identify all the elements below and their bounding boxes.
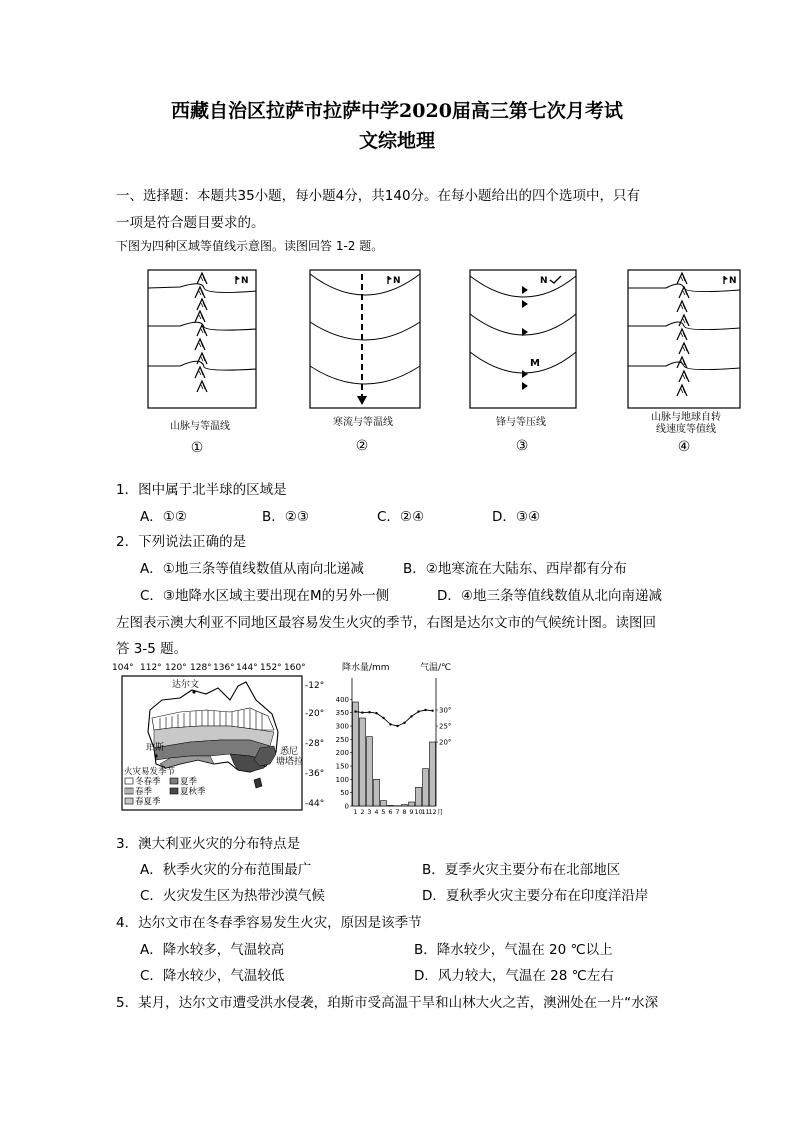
x-tick-label: 12 [428, 808, 437, 816]
svg-text:-44°: -44° [305, 799, 325, 809]
y-left-tick-label: 300 [335, 722, 349, 731]
panel-1-caption: 山脉与等温线 [170, 421, 230, 432]
svg-text:136°: 136° [213, 663, 235, 673]
q1-option-d[interactable]: D．③④ [492, 509, 541, 525]
panel-2-caption: 寒流与等温线 [333, 417, 393, 428]
y-left-tick-label: 350 [335, 709, 349, 718]
legend-title: 火灾易发季节 [124, 767, 176, 777]
y-left-tick-label: 150 [335, 762, 349, 771]
precip-bar [388, 805, 394, 806]
mountain-icons-4 [677, 273, 689, 396]
y-left-tick-label: 100 [335, 775, 349, 784]
temperature-point [403, 722, 405, 724]
current-arrow-icon [357, 396, 367, 405]
city-darwin: 达尔文 [172, 680, 200, 690]
svg-text:104°: 104° [112, 663, 134, 673]
q2-option-d[interactable]: D．④地三条等值线数值从北向南递减 [437, 588, 662, 604]
svg-text:-28°: -28° [305, 739, 325, 749]
precip-bar [367, 737, 373, 806]
x-tick-label: 4 [374, 808, 379, 816]
precip-bar [430, 742, 436, 806]
temperature-line [356, 710, 433, 726]
q4-stem: 4．达尔文市在冬春季容易发生火灾，原因是该季节 [116, 915, 422, 931]
temperature-point [410, 715, 412, 717]
svg-text:N: N [241, 276, 249, 286]
panel-2-cold-current-isotherm [310, 270, 420, 408]
q2-option-c[interactable]: C．③地降水区域主要出现在M的另外一侧 [140, 588, 390, 604]
svg-text:-12°: -12° [305, 681, 325, 691]
svg-text:冬春季: 冬春季 [135, 777, 161, 787]
x-tick-label: 3 [367, 808, 372, 816]
instruction-line-2: 一项是符合题目要求的。 [116, 215, 265, 231]
q2-option-b[interactable]: B．②地寒流在大陆东、西岸都有分布 [403, 561, 627, 577]
temperature-point [396, 725, 398, 727]
y-left-tick-label: 50 [340, 789, 349, 798]
temperature-point [424, 709, 426, 711]
panel-4-caption: 山脉与地球自转 线速度等值线 [651, 412, 721, 435]
svg-text:N: N [729, 276, 737, 286]
q1-option-a[interactable]: A．①② [140, 509, 187, 525]
temperature-point [389, 723, 391, 725]
instruction-line-1: 一、选择题：本题共35小题，每小题4分，共140分。在每小题给出的四个选项中，只有 [116, 188, 641, 204]
y-right-tick-label: 25° [439, 722, 452, 731]
q3-stem: 3．澳大利亚火灾的分布特点是 [116, 836, 301, 852]
darwin-dot-icon [192, 690, 195, 693]
panel-1-number: ① [190, 440, 204, 456]
x-tick-label: 2 [360, 808, 365, 816]
q4-option-a[interactable]: A．降水较多，气温较高 [140, 942, 285, 958]
precip-bar [374, 779, 380, 806]
city-sydney-line-1: 悉尼 [280, 747, 299, 757]
y-left-tick-label: 250 [335, 735, 349, 744]
y-right-label: 气温/℃ [420, 663, 452, 673]
precip-bar [360, 718, 366, 806]
north-arrow-icon [540, 276, 561, 286]
australia-fire-map [110, 660, 332, 816]
panel-3-number: ③ [515, 438, 529, 454]
panel-3-caption: 锋与等压线 [496, 417, 546, 428]
precip-bar [353, 702, 359, 806]
x-unit-label: 月 [437, 808, 444, 816]
x-tick-label: 5 [381, 808, 386, 816]
temperature-point [361, 711, 363, 713]
precip-bar [416, 787, 422, 806]
front-symbols [522, 286, 528, 390]
page-title: 西藏自治区拉萨市拉萨中学2020届高三第七次月考试 [171, 100, 623, 122]
mountain-icons-1 [195, 273, 207, 392]
temperature-point [368, 711, 370, 713]
panel-4-number: ④ [677, 439, 691, 455]
q1-stem: 1．图中属于北半球的区域是 [116, 482, 287, 498]
isoline-figure-panel-4 [626, 266, 746, 416]
longitude-labels [112, 663, 306, 673]
svg-text:夏季: 夏季 [180, 777, 198, 787]
intro-3-5-line-1: 左图表示澳大利亚不同地区最容易发生火灾的季节，右图是达尔文市的气候统计图。读图回 [116, 615, 656, 631]
svg-text:夏秋季: 夏秋季 [180, 787, 206, 797]
precip-bar [402, 805, 408, 806]
q4-option-c[interactable]: C．降水较少，气温较低 [140, 968, 285, 984]
q2-option-a[interactable]: A．①地三条等值线数值从南向北递减 [140, 561, 364, 577]
m-label: M [530, 358, 540, 369]
intro-3-5-line-2: 答 3-5 题。 [116, 641, 188, 657]
q3-option-b[interactable]: B．夏季火灾主要分布在北部地区 [422, 862, 621, 878]
temperature-point [382, 717, 384, 719]
precip-bar [423, 769, 429, 806]
x-tick-label: 9 [409, 808, 414, 816]
svg-text:112°: 112° [140, 663, 162, 673]
page-subtitle: 文综地理 [358, 130, 435, 152]
y-left-label: 降水量/mm [342, 663, 390, 673]
y-left-tick-label: 200 [335, 749, 349, 758]
north-arrow-icon [388, 276, 401, 286]
city-sydney-line-2: 塘塔拉 [276, 757, 304, 767]
city-perth: 珀斯 [146, 743, 165, 753]
panel-3-front-isobar [470, 270, 576, 408]
q1-option-b[interactable]: B．②③ [262, 509, 309, 525]
x-tick-label: 11 [421, 808, 430, 816]
panel-2-number: ② [355, 438, 369, 454]
y-left-tick-label: 400 [335, 695, 349, 704]
y-right-tick-label: 20° [439, 738, 452, 747]
q4-option-d[interactable]: D．风力较大，气温在 28 ℃左右 [414, 968, 614, 984]
svg-text:144°: 144° [236, 663, 258, 673]
svg-text:-20°: -20° [305, 709, 325, 719]
svg-text:N: N [540, 276, 548, 286]
temperature-point [375, 712, 377, 714]
q3-option-a[interactable]: A．秋季火灾的分布范围最广 [140, 862, 312, 878]
x-tick-label: 6 [388, 808, 393, 816]
q3-option-c[interactable]: C．火灾发生区为热带沙漠气候 [140, 888, 325, 904]
darwin-climate-chart [335, 660, 458, 820]
svg-text:春夏季: 春夏季 [135, 797, 161, 807]
q2-stem: 2．下列说法正确的是 [116, 534, 247, 550]
figure-intro: 下图为四种区域等值线示意图。读图回答 1-2 题。 [116, 239, 384, 253]
svg-text:128°: 128° [190, 663, 212, 673]
north-arrow-icon [236, 276, 249, 286]
svg-text:-36°: -36° [305, 769, 325, 779]
svg-text:春季: 春季 [135, 787, 153, 797]
x-tick-label: 7 [395, 808, 400, 816]
q3-option-d[interactable]: D．夏秋季火灾主要分布在印度洋沿岸 [422, 888, 649, 904]
svg-text:160°: 160° [284, 663, 306, 673]
north-arrow-icon [724, 276, 737, 286]
x-tick-label: 10 [414, 808, 423, 816]
x-tick-label: 8 [402, 808, 407, 816]
q5-stem: 5．某月，达尔文市遭受洪水侵袭，珀斯市受高温干旱和山林大火之苦，澳洲处在一片“水深 [116, 995, 659, 1011]
q4-option-b[interactable]: B．降水较少，气温在 20 ℃以上 [414, 942, 613, 958]
temperature-point [431, 709, 433, 711]
svg-text:152°: 152° [260, 663, 282, 673]
temperature-point [417, 710, 419, 712]
precip-bar [381, 801, 387, 806]
y-left-tick-label: 0 [344, 802, 349, 811]
isoline-figure [140, 266, 650, 416]
temperature-point [354, 710, 356, 712]
x-tick-label: 1 [353, 808, 358, 816]
q1-option-c[interactable]: C．②④ [377, 509, 425, 525]
svg-text:N: N [393, 276, 401, 286]
perth-dot-icon [154, 754, 157, 757]
svg-text:120°: 120° [165, 663, 187, 673]
precip-bar [409, 802, 415, 806]
latitude-labels [305, 681, 324, 809]
y-right-tick-label: 30° [439, 706, 452, 715]
panel-1-mountain-isotherm [148, 270, 256, 408]
